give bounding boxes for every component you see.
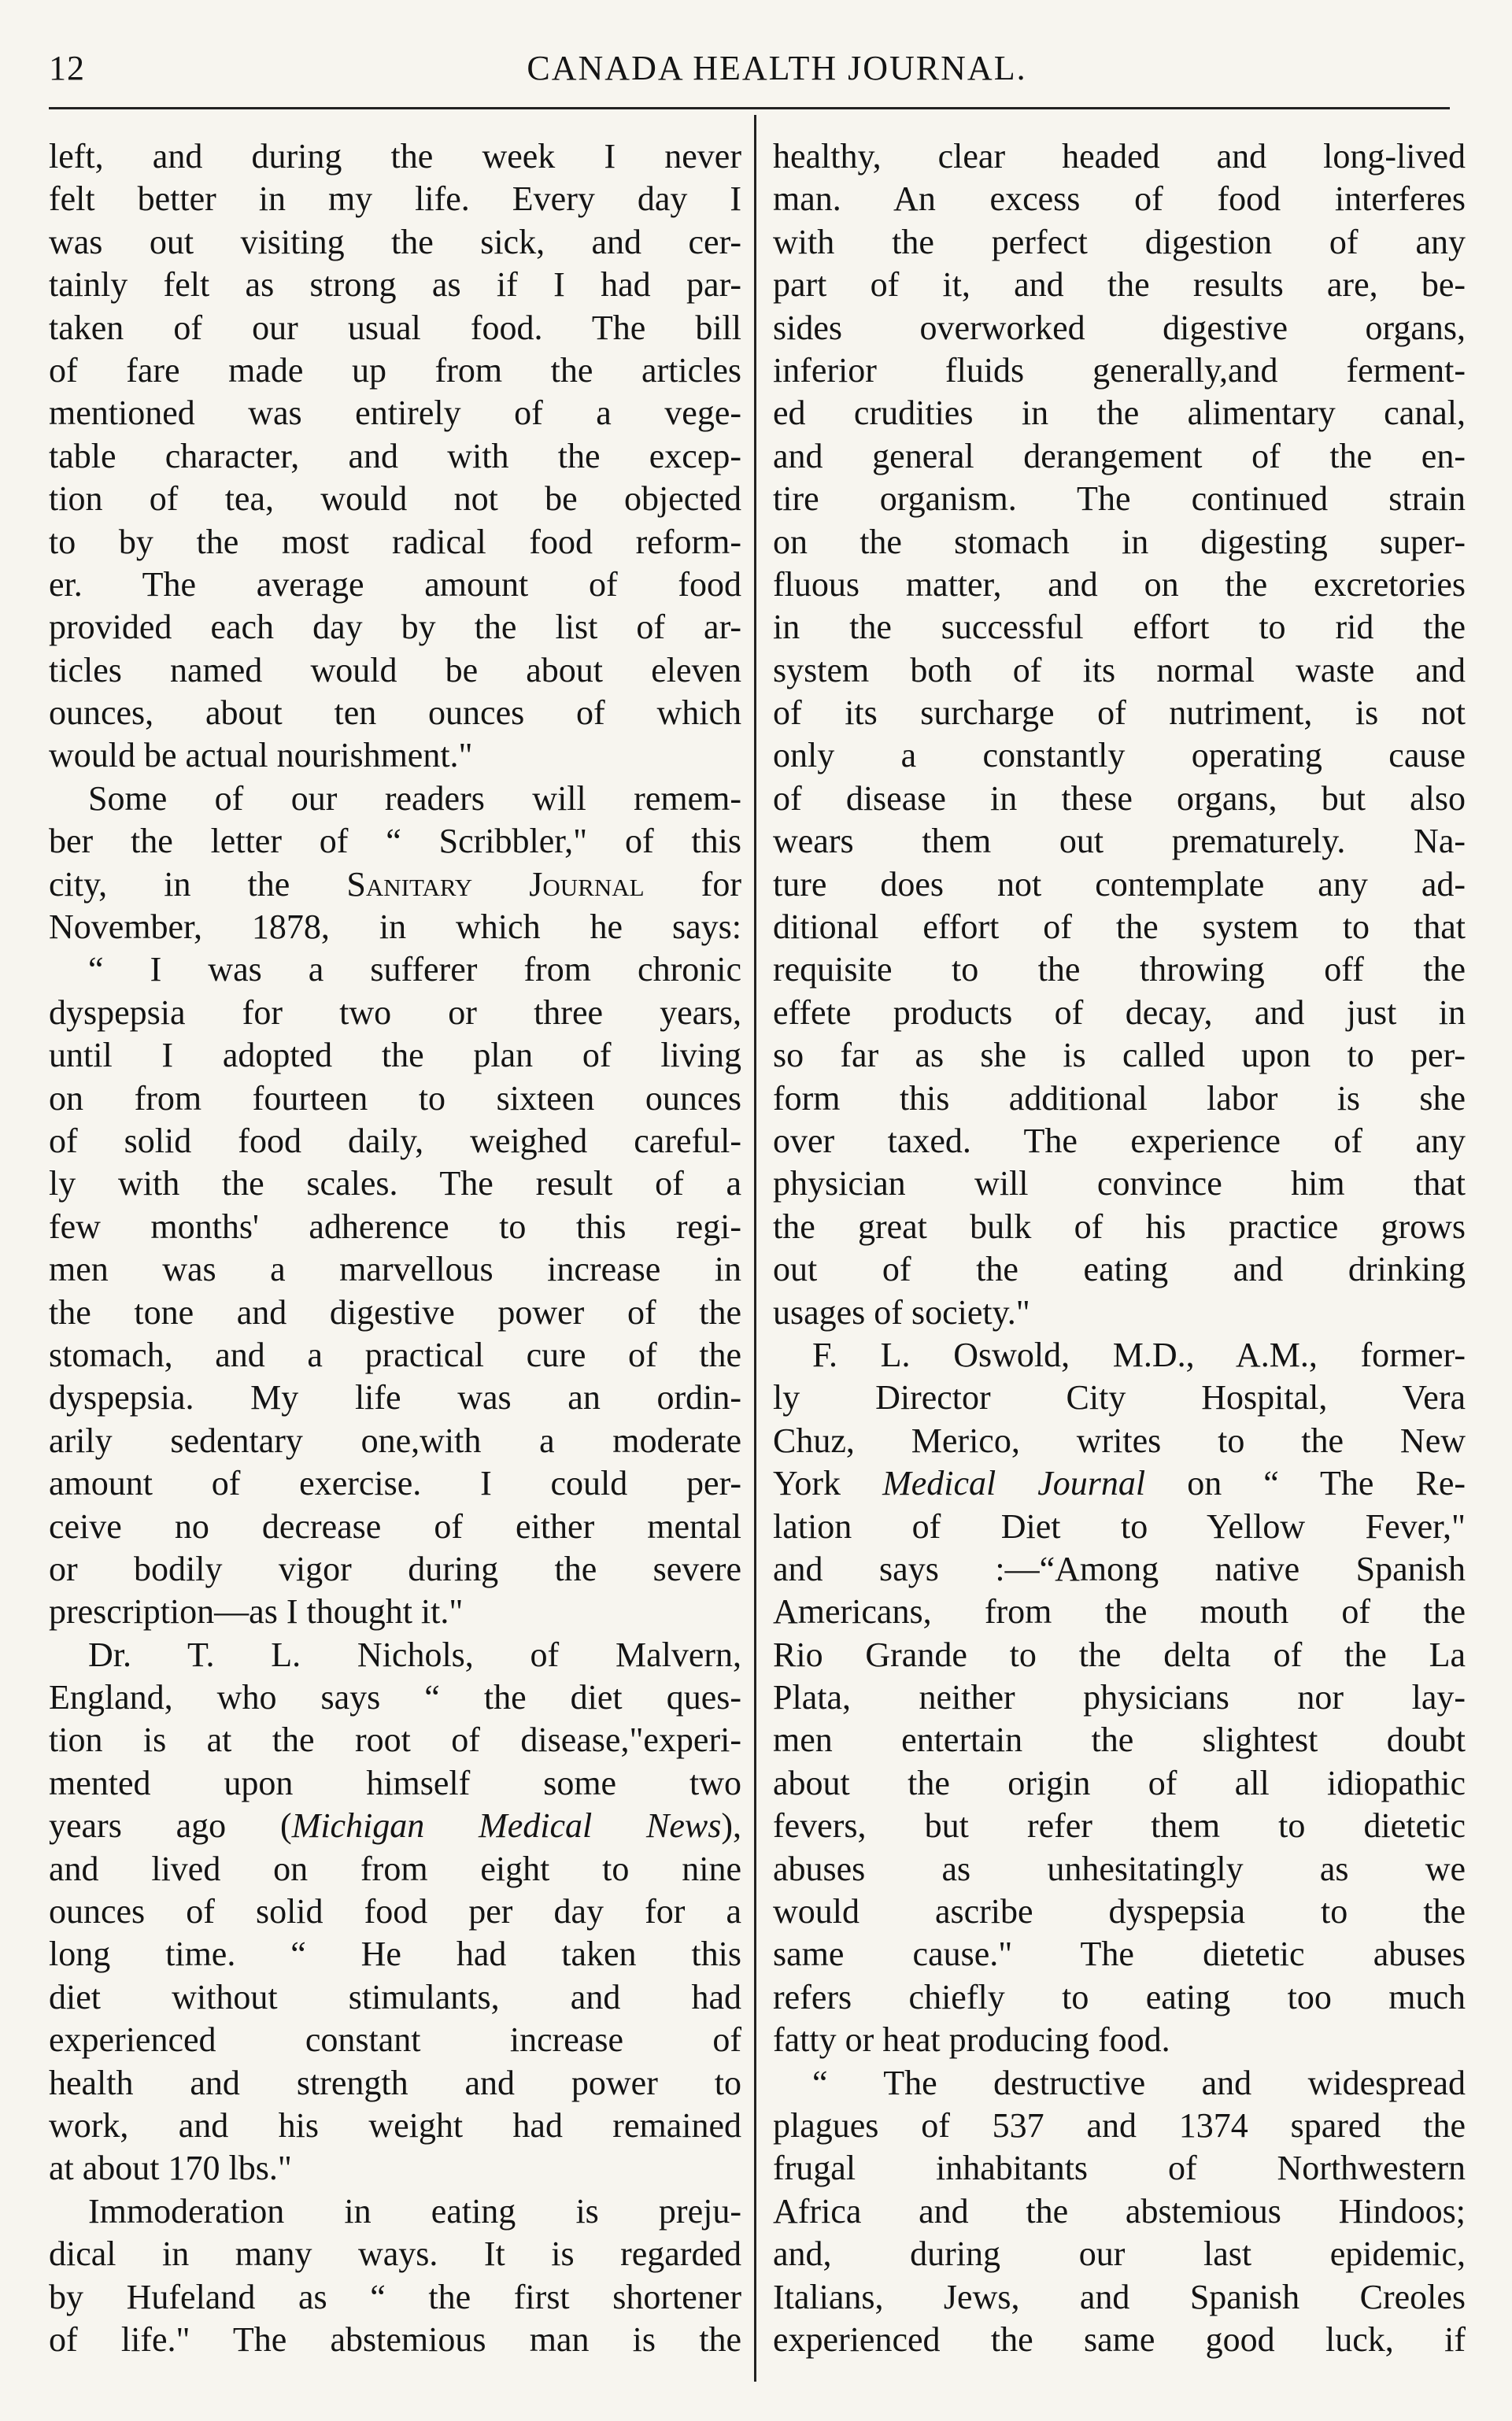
text-line: of fare made up from the articles [49, 350, 741, 390]
text-line: form this additional labor is she [773, 1078, 1466, 1118]
text-line: about the origin of all idiopathic [773, 1763, 1466, 1802]
text-line: amount of exercise. I could per- [49, 1464, 741, 1503]
text-line: by Hufeland as “ the first shortener [49, 2277, 741, 2316]
text-line: same cause." The dietetic abuses [773, 1935, 1466, 1974]
text-line: the tone and digestive power of the [49, 1292, 741, 1332]
text-line: healthy, clear headed and long-lived [773, 137, 1466, 176]
text-line: dical in many ways. It is regarded [49, 2234, 741, 2274]
text-line: ber the letter of “ Scribbler," of this [49, 822, 741, 861]
text-line: until I adopted the plan of living [49, 1036, 741, 1075]
text-line: ditional effort of the system to that [773, 907, 1466, 947]
publication-title: Sanitary Journal [346, 864, 645, 904]
text-line: and lived on from eight to nine [49, 1849, 741, 1888]
text-segment: on “ The Re- [1145, 1464, 1466, 1503]
text-segment: York [773, 1464, 883, 1503]
text-line: England, who says “ the diet ques- [49, 1678, 741, 1717]
text-line: refers chiefly to eating too much [773, 1977, 1466, 2016]
text-line: sides overworked digestive organs, [773, 308, 1466, 347]
text-line: over taxed. The experience of any [773, 1121, 1466, 1160]
text-line: left, and during the week I never [49, 137, 741, 176]
text-line: long time. “ He had taken this [49, 1935, 741, 1974]
text-line: so far as she is called upon to per- [773, 1036, 1466, 1075]
text-line: tire organism. The continued strain [773, 479, 1466, 519]
text-line: taken of our usual food. The bill [49, 308, 741, 347]
text-line: of life." The abstemious man is the [49, 2319, 741, 2359]
text-line: ly with the scales. The result of a [49, 1164, 741, 1203]
text-line: Immoderation in eating is preju- [88, 2191, 741, 2231]
text-line: ounces of solid food per day for a [49, 1892, 741, 1931]
text-line: diet without stimulants, and had [49, 1977, 741, 2016]
text-line: “ I was a sufferer from chronic [88, 950, 741, 989]
text-line: Italians, Jews, and Spanish Creoles [773, 2277, 1466, 2316]
header-rule [49, 107, 1450, 109]
text-line: of its surcharge of nutriment, is not [773, 693, 1466, 733]
text-line: physician will convince him that [773, 1164, 1466, 1203]
text-line: would be actual nourishment." [49, 736, 473, 775]
text-line: of disease in these organs, but also [773, 778, 1466, 818]
text-line: effete products of decay, and just in [773, 992, 1466, 1032]
text-line: few months' adherence to this regi- [49, 1207, 741, 1246]
text-line: and says :—“Among native Spanish [773, 1549, 1466, 1588]
text-line [49, 863, 741, 906]
text-line: Africa and the abstemious Hindoos; [773, 2191, 1466, 2231]
text-line: fatty or heat producing food. [773, 2020, 1170, 2060]
text-segment: ), [721, 1806, 741, 1846]
text-line: fluous matter, and on the excretories [773, 564, 1466, 604]
text-line: and general derangement of the en- [773, 436, 1466, 475]
text-line: requisite to the throwing off the [773, 950, 1466, 989]
text-line: would ascribe dyspepsia to the [773, 1892, 1466, 1931]
page-number: 12 [49, 49, 85, 87]
text-line [773, 1462, 1466, 1505]
text-line: at about 170 lbs." [49, 2149, 292, 2188]
text-line: Americans, from the mouth of the [773, 1592, 1466, 1632]
text-line: prescription—as I thought it." [49, 1592, 464, 1632]
text-segment: for [644, 864, 741, 904]
text-line: “ The destructive and widespread [812, 2063, 1466, 2102]
text-line: to by the most radical food reform- [49, 522, 741, 561]
text-line: out of the eating and drinking [773, 1250, 1466, 1289]
text-line: dyspepsia for two or three years, [49, 992, 741, 1032]
text-line: in the successful effort to rid the [773, 608, 1466, 647]
text-line: experienced constant increase of [49, 2020, 741, 2060]
text-line: health and strength and power to [49, 2063, 741, 2102]
text-line: Dr. T. L. Nichols, of Malvern, [88, 1635, 741, 1674]
text-line: part of it, and the results are, be- [773, 265, 1466, 305]
text-line: arily sedentary one,with a moderate [49, 1421, 741, 1460]
text-line: fevers, but refer them to dietetic [773, 1806, 1466, 1846]
text-line: was out visiting the sick, and cer- [49, 222, 741, 261]
text-line: Rio Grande to the delta of the La [773, 1635, 1466, 1674]
text-segment: city, in the [49, 864, 347, 904]
text-line: ounces, about ten ounces of which [49, 693, 741, 733]
text-line: work, and his weight had remained [49, 2105, 741, 2145]
text-line: er. The average amount of food [49, 564, 741, 604]
text-line: inferior fluids generally,and ferment- [773, 350, 1466, 390]
text-line: men was a marvellous increase in [49, 1250, 741, 1289]
column-rule [754, 115, 756, 2382]
right-column [773, 135, 1466, 2361]
text-line: November, 1878, in which he says: [49, 907, 741, 947]
text-line: dyspepsia. My life was an ordin- [49, 1378, 741, 1417]
text-line: provided each day by the list of ar- [49, 608, 741, 647]
text-line: men entertain the slightest doubt [773, 1721, 1466, 1760]
text-line: system both of its normal waste and [773, 650, 1466, 689]
text-line: ture does not contemplate any ad- [773, 864, 1466, 904]
text-segment: years ago ( [49, 1806, 292, 1846]
text-line: table character, and with the excep- [49, 436, 741, 475]
text-line: on from fourteen to sixteen ounces [49, 1078, 741, 1118]
text-line: lation of Diet to Yellow Fever," [773, 1506, 1466, 1546]
text-line: ed crudities in the alimentary canal, [773, 394, 1466, 433]
text-line: stomach, and a practical cure of the [49, 1335, 741, 1374]
page-header [49, 41, 1450, 96]
text-line: man. An excess of food interferes [773, 179, 1466, 219]
running-head: CANADA HEALTH JOURNAL. [527, 49, 1027, 87]
text-line: frugal inhabitants of Northwestern [773, 2149, 1466, 2188]
text-line: with the perfect digestion of any [773, 222, 1466, 261]
text-line: tainly felt as strong as if I had par- [49, 265, 741, 305]
text-line: ceive no decrease of either mental [49, 1506, 741, 1546]
text-line: tion of tea, would not be objected [49, 479, 741, 519]
text-line: usages of society." [773, 1292, 1030, 1332]
text-line: wears them out prematurely. Na- [773, 822, 1466, 861]
text-line: experienced the same good luck, if [773, 2319, 1466, 2359]
text-line: mented upon himself some two [49, 1763, 741, 1802]
text-line [49, 1805, 741, 1847]
text-line: abuses as unhesitatingly as we [773, 1849, 1466, 1888]
text-line: the great bulk of his practice grows [773, 1207, 1466, 1246]
text-line: mentioned was entirely of a vege- [49, 394, 741, 433]
text-line: or bodily vigor during the severe [49, 1549, 741, 1588]
text-line: and, during our last epidemic, [773, 2234, 1466, 2274]
text-line: felt better in my life. Every day I [49, 179, 741, 219]
text-line: Plata, neither physicians nor lay- [773, 1678, 1466, 1717]
text-line: F. L. Oswold, M.D., A.M., former- [812, 1335, 1466, 1374]
text-line: Some of our readers will remem- [88, 778, 741, 818]
text-line: plagues of 537 and 1374 spared the [773, 2105, 1466, 2145]
publication-title: Medical Journal [882, 1464, 1146, 1503]
text-line: of solid food daily, weighed careful- [49, 1121, 741, 1160]
text-line: on the stomach in digesting super- [773, 522, 1466, 561]
publication-title: Michigan Medical News [291, 1806, 722, 1846]
text-line: tion is at the root of disease,"experi- [49, 1721, 741, 1760]
text-line: only a constantly operating cause [773, 736, 1466, 775]
left-column [49, 135, 741, 2361]
text-line: Chuz, Merico, writes to the New [773, 1421, 1466, 1460]
text-line: ly Director City Hospital, Vera [773, 1378, 1466, 1417]
text-line: ticles named would be about eleven [49, 650, 741, 689]
